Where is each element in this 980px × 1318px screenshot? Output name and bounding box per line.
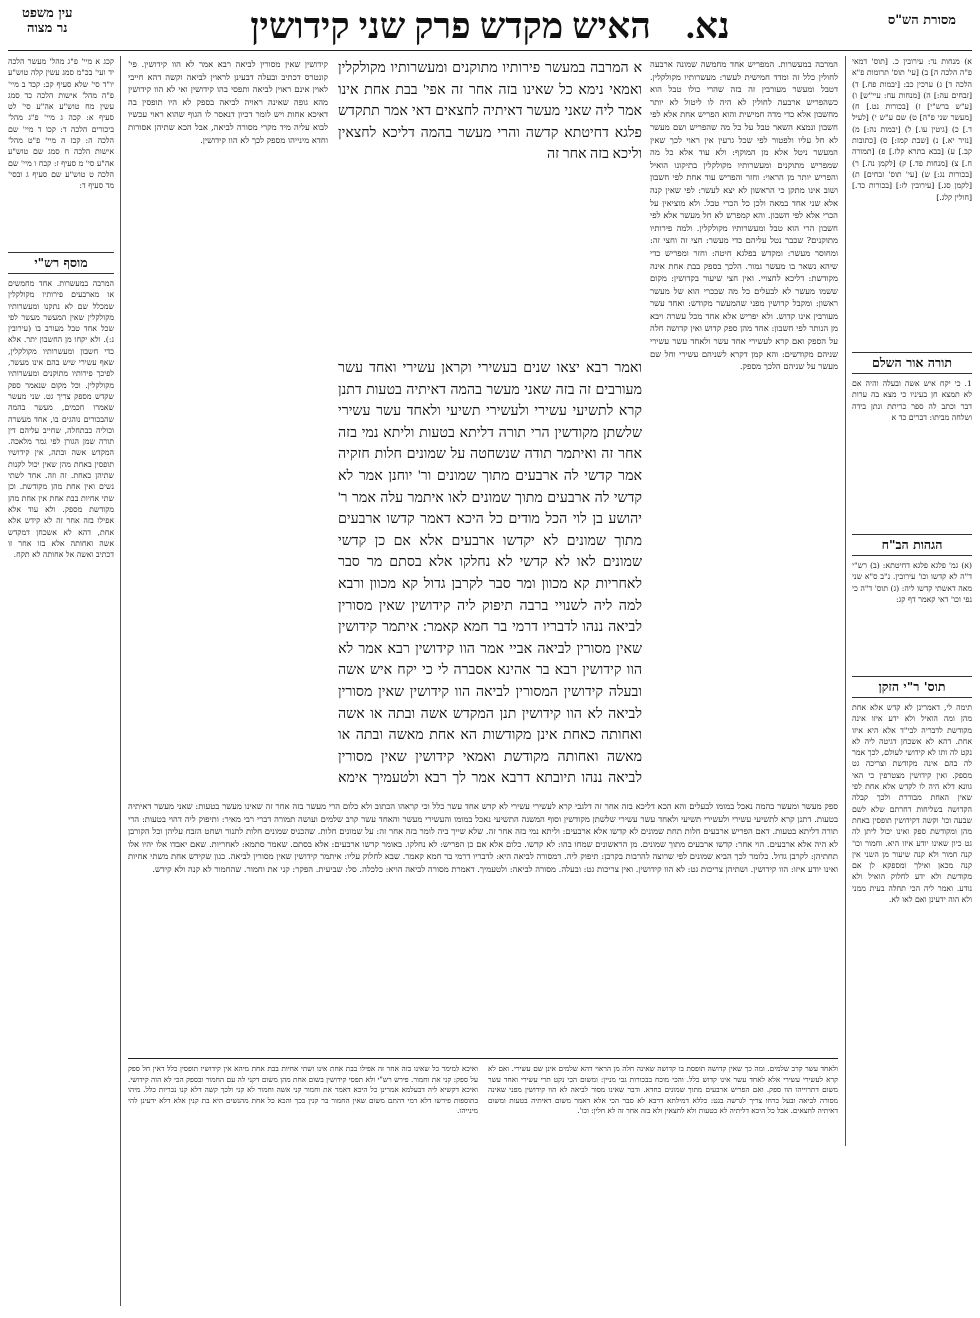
torah-or-text: 1. כי יקח איש אשה ובעלה והיה אם לא תמצא חן בעיניו כי מצא בה ערות דבר וכתב לה ספר כריתת ונתן בידה ושלחה מביתו: דברים כד א xyxy=(852,379,972,422)
gemara-main-body xyxy=(338,358,642,788)
musaf-rashi-title: מוסף רש"י xyxy=(8,252,114,274)
masoret-hashas-text: א) מנחות נד: עירובין כ. [תוס' דמאי פ"ה הלכה ה] ב) [עי' תוס' תרומות פ"א הלכה ד] ג) ערכין כב: [יבמות פח.] ד) [זבחים עה:] ה) [מנחות עח: עיי"ש] ו) [ע"ש ברש"י] ז) [בכורות נט.] ח) [מעשר שני פ"ה] ט) שם ע"ש י) [לעיל ד.] כ) [גיטין עו.] ל) [יבמות נה:] מ) [נזיר יא.] נ) [שבת קמז:] ס) [כתובות קב.] ע) [בבא בתרא קלז.] פ) [תמורה ח.] צ) [מנחות פד.] ק) [לקמן נה.] ר) [בכורות נג:] ש) [עי' תוס' זבחים] ת) [לקמן סג.] [עירובין לז:] [בכורות כד.] [חולין קלג.] xyxy=(852,57,972,202)
tosafot-rid-text: תימה לי, דאמרינן לא קדש אלא אחת מהן ומה הואיל ולא ידע איזו אינה מקודשת לדבריה לבי"ד אלא היא איזו אחת. דהא לא אשכחן דגיטה ליה לא נקט לה ותו לא קידושי לעולם, לכך אמר לה בהם אינה מקודשת וצריכה גט מספק. ואין קידושין מצטרפין כי האי גוונא דלא היה לו לקדש אלא אחת לפי שאין האחת מבוררת ולכך קבלה הקדושה בשליחות דחרתם שלא לשם שבעה וכו' וקשה דקידושין תופסין באחת מהן ומקודשת ספק ואינו יכול ליתן לה גט כיון שאינו יודע איזו היא. וחמור וכו' קנה חמור ולא קנה שיעור מן השני אין קנה מכאן ואילך ומספקא לן אם מקודשת ולא ידע לחלוק הואיל ולא נודע. ואמר ליה הכי תחלה בעית ממני ולא הוה ידעינן ואם לאו לא. xyxy=(852,703,972,905)
tosafot-commentary-column: קידושין שאין מסורין לביאה רבא אמר לא הוו קידושין. פי' קונטרס דכתיב ובעלה דבעינן לראוין לביאה וקשה דהא חייבי לאוין אינם ראוין לביאה ותפסי בהו קידושין ואי לא הוו קידושין מהא גופה שאינה ראויה לביאה בספק לא היו תופסין בה דאיכא אחות ויש לומר דכיון דנאסר לו הגוף שהוא ראוי עכשיו לבוא עליה מיד מקרי מסורה לביאה, אבל הכא שתיהן אסורות וחדא מינייהו מספק לכך לא הוו קידושין. xyxy=(128,59,328,145)
right-margin-divider xyxy=(845,56,846,1146)
folio-number: נא. xyxy=(685,6,730,46)
gemara-opening-block xyxy=(338,58,642,358)
gemara-opening-text: א המרבה במעשר פירותיו מתוקנים ומעשרותיו מקולקלין ואמאי נימא כל שאינו בזה אחר זה אפי' בבת אחת אינו אמר ליה שאני מעשר דאיתיה לחצאים דאי אמר תתקדש פלגא דחיטתא קדשה והרי מעשר בהמה דליכא לחצאין וליכא בזה אחר זה xyxy=(338,60,642,163)
ein-mishpat-label-line-2: נר מצוה xyxy=(26,21,68,36)
musaf-rashi-text: המרבה במעשרות. אחד מחמשים או מארבעים פירותיו מקולקלין שמכלל שם לא נתקנו ומעשרותיו מקולקלין שאין המעשר מעשר לפי שכל אחד טבל מעורב בו (עירובין נ:). ולא יקחו מן החשבון יתר. אלא כדי חשבון ומעשרותיו מקולקלין, שאף עשירי שיש בהם אינו מעשר, לפיכך פירותיו מתוקנים ומעשרותיו מקולקלין. וכל מקום שנאמר ספק שקדש מספק צריך גט. שני מעשר שאמרו חכמים, מעשר בהמה שהבכורים נוהגים בו, אחד מעשרה וכוליה כבתחלה, שחייב עליהם דין תורה שמן הגורן לפי גמר מלאכה. המקדש אשה ובתה, אין קידושיו תופסין באחת מהן שאין יכול לקנות שתיהן כאחת. זה וזה. אחד לשתי נשים ואין אחת מהן מקודשת. וכן שתי אחיות בבת אחת אין אחת מהן מקודשת מספק. ולא עוד אלא אפילו בזה אחר זה לא קידש אלא אחת, דהא לא אשכחן דמקדש אשה ואחותה אלא בזו אחר זו דכתיב ואשה אל אחותה לא תקח. xyxy=(8,279,114,560)
ein-mishpat-text: קכג א מיי' פ"ג מהל' מעשר הלכה יד ועי' בכ"מ סמג עשין קלה טוש"ע יו"ד סי' שלא סעיף קכ: קכד ב מיי' פ"ה מהל' אישות הלכה כד סמג עשין מח טוש"ע אה"ע סי' לט סעיף א: קכה ג מיי' פ"ג מהל' ביכורים הלכה ד: קכו ד מיי' שם הלכה ה: קכז ה מיי' פ"ט מהל' אישות הלכה ח סמג שם טוש"ע אה"ע סי' מ סעיף ז: קכח ו מיי' שם הלכה ט טוש"ע שם סעיף ג ובסי' מד סעיף ד: xyxy=(8,57,114,191)
torah-or-title: תורה אור השלם xyxy=(852,352,972,374)
page-title xyxy=(0,6,980,46)
ein-mishpat-label xyxy=(22,6,72,36)
left-margin-divider xyxy=(120,56,121,1306)
gemara-main-text: ואמר רבא יצאו שנים בעשירי וקראן עשירי ואחד עשר מעורבים זה בזה שאני מעשר בהמה דאיתיה בטעות דתנן קרא לתשיעי עשירי ולעשירי תשיעי ולאחד עשר עשירי שלשתן מקודשין הרי תורה דליתא בטעות וליתא נמי בזה אחר זה ואיתמר תודה שנשחטה על שמונים חלות חזקיה אמר קדשי לה ארבעים מתוך שמונים ור' יוחנן אמר לא קדשי לה ארבעים מתוך שמונים לאו איתמר עלה אמר ר' יהושע בן לוי הכל מודים כל היכא דאמר קדשו ארבעים מתוך שמונים לא יקדשו ארבעים אלא אם כן קדשי שמונים לאו לא קדשי לא נחלקו אלא בסתם מר סבר לאחריות קא מכוון ומר סבר לקרבן גדול קא מכוון ורבא למה ליה לשנויי ברבה תיפוק ליה קידושין שאין מסורין לביאה ננהו לדבריו דרמי בר חמא קאמר: איתמר קידושין שאין מסורין לביאה אביי אמר הוו קידושין רבא אמר לא הוו קידושין רבא בר אהינא אסברה לי כי יקח איש אשה ובעלה קידושין המסורין לביאה הוו קידושין שאין מסורין לביאה לא הוו קידושין תנן המקדש אשה ובתה או אשה ואחותה כאחת אינן מקודשות הא אחת מאשה ובתה או מאשה ואחותה מקודשת ואמאי קידושין שאין מסורין לביאה ננהו תיובתא דרבא אמר לך רבא ולטעמיך אימא xyxy=(338,360,642,787)
rashi-commentary-bottom: ספק מעשר ומעשר בהמה נאכל במומו לבעלים והא הכא דליכא בזה אחר זה דלגבי קרא לעשירי עשירי לא קדש אחד עשר כלל וכי קראהו הכתוב ולא כלום הרי מעשר בזה אחר זה שאינו מעשר בטעות: שאני מעשר דאיתיה בטעות. דתנן קרא לתשיעי עשירי ולעשירי תשיעי ולאחד עשר עשירי שלשתן מקודשין וסוף המשנה התשיעי נאכל במומו והעשירי מעשר והאחד עשר קרב שלמים ועושה תמורה דברי רבי מאיר: ותיפוק ליה דהוי בטעות: הרי תורה דליתא בטעות. דאם הפריש ארבעים חלות תחת שמונים לא קדשו אלא ארבעים: וליתא נמי בזה אחר זה. שלא שייך ביה לומר בזה אחר זה: על שמונים חלות. שהכניס שמונים חלות לתנור ושחט הזבח עליהן וכל הקורבן לא היה אלא ארבעים. הוי אחר: קדשו ארבעים מתוך שמונים. מן הראשונים שמחו בהו: לא קדשו. כלום אלא אם כן הפריש: לא נחלקו. באומר קדשו ארבעים: אלא בסתם. שאמר סתמא: לאחריות. שאם יאבדו אלו יהיו אלו תחתיהן: לקרבן גדול. כלומר לכך הביא שמונים לפי שרוצה להרבות בקרבן: תיפוק ליה. דמסורה לביאה היא: לדבריו דרמי בר חמא קאמר. שבא לחלוק עליו: איתמר קידושין שאין מסורין לביאה. כגון שקידש אחת משתי אחיות ואינו יודע איזו: הוו קידושין. ושתיהן צריכות גט: לא הוו קידושין. ואין צריכות גט: ובעלה. מסורה לביאה: ולטעמיך. דאמרת מסורה לביאה הויא: כלכלה. סל: שביעית. הפקר: קני את וחמור. שהחמור לא קנה ולא קידש. xyxy=(128,801,838,874)
bottom-notes-left: ואיכא למימר כל שאינו בזה אחר זה אפילו בבת אחת אינו ושתי אחיות בבת אחת מיהא אין קידושיו תופסין כלל דאין חל ספק על ספק: קני את וחמור. פירש רש"י ולא תפסי קידושין בשום אחת מהן משום דקני לה עם החמור ובספק הכי לא הוה קידושי. ואיכא דקשיא ליה דבעלמא אמרינן כל היכא דאמר את וחמור קני אשה וחמור לא קני ולכך קשה דלא קנו נכריות כלל. מיהו בתוספות פירשו דלא דמי דהתם משום שאין החמור בר קנין בכך והכא כל אחת מהנשים היא בת קנין אלא דלא ידעינן להי מינייהו. xyxy=(128,1064,478,1116)
footnotes-rule xyxy=(128,1058,838,1059)
hagahot-text: (א) גמ' פלגא פלגא דחיטתא: (ב) רש"י ד"ה לא קדשו וכו' עירובין. נ"ב ס"א שני מאה דאשתי קדשו ליה: (ג) תוס' ד"ה כי נפי וכו' דאי קאמר דף קג: xyxy=(852,561,972,604)
masoret-hashas-label: מסורת הש"ס xyxy=(887,13,956,28)
header-rule xyxy=(8,50,972,51)
page-header xyxy=(0,0,980,50)
left-margin xyxy=(8,56,114,1306)
right-margin xyxy=(852,56,972,1136)
ein-mishpat-label-line-1: עין משפט xyxy=(22,6,73,21)
hagahot-title: הגהות הב"ח xyxy=(852,534,972,556)
tosafot-rid-title: תוס' ר"י הזקן xyxy=(852,676,972,698)
tractate-chapter-title: האיש מקדש פרק שני קידושין xyxy=(250,6,651,46)
bottom-notes-right: ולאחד עשר קרב שלמים. ומה כך שאין קדושה תופסת בו קדושה שאינה חלה מן הראוי דהא שלמים אינן שם עשירי. ואם לא קרא לעשירי עשירי אלא לאחד עשר אינו קדוש כלל. והכי מוכח בבכורות גבי מניין: ומשום הכי נקט תרי עשירי ואחד עשר משום דתרוייהו הוו ספק. ואם הפריש ארבעים מתוך שמונים כחדא. ודבר שאינו מסור לביאה לא הוו קידושין מפני שאינה מסורה לביאה ובעל כרחו צריך לגרשה בגט: כללא דמילתא דרבא לא סבר הכי אלא דאמר משום דאיתיה בטעות ומשום דאיתיה לחצאים. אבל כל היכא דליתיה לא בטעות ולא לחצאין ולא בזה אחר זה לא חלין: וכו'. xyxy=(488,1064,838,1116)
rashi-commentary-column: המרבה במעשרות. המפריש אחד מחמשה שמונה ארבעה לחולין כלל זה ומדד חמישית לעשר: מעשרותיו מקולקלין. דטבל ומעשר מעורבין זה בזה שהרי כולו טבל הוא כשהפריש ארבעה לחולין לא היה לו ליטול לא יותר מחשבון אלא כדי מדה חמישית והוא הפריש אחת אלא לפי חשבון ונמצא השאר טבל על כל מה שהפריש ושם מעשר לא חל עליו ולפטור לפי שכל גרעין אין ראוי לכך שאין המעשר ניטל אלא מן המוקף: ולא עוד אלא כל מה שמפריש מתוקנים ומעשרותיו מקולקלין בתיקונו הואיל והפריש יותר מן הראוי: וחזר והפריש עוד אחת לפי חשבון ושוב אינו מתקן כי הראשון לא יצא לעשר: לפי שאין קנה אלא שני אחד במאה ולכן כל הכרי טבל. ולא מוציאין על הכרי אלא לפי חשבון. והא קמפרש לא חל מעשר אלא לפי חשבון הרי הוא טבל ומעשרותיו מקולקלין. ולמה פירותיו מתוקנים? שכבר נטל עליהם כדי מעשר: חצי זה וחצי זה: ומחוסר מעשר: ומקדש בפלגא חיטה: וחזר ומפריש כדי שיהא נשאר בו מעשר גמור. הלכך בספק בבת אחת אינה מקודשת: דליכא לחצויי. ואין חצי שיעור בקדושין: מקום ששמו מעשר לא לבעלים כל מה שבכרי הוא של מעשר ראשון: ומקבל קדושין מפני שהמעשר מקודש: ואחד עשר מעורבין אינו קדוש. ולא יפריש אלא אחד מכל עשרה ויבא מן הנותר לפי חשבון: אחד מהן ספק קדוש ואין קדושה חלה על הספק ואם קרא לעשירי אחד עשר ולאחד עשר עשירי שניהם מקודשים: והא קמן דקרא לשניהם עשירי וחל שם מעשר על שניהם הלכך מספק. xyxy=(650,59,838,372)
